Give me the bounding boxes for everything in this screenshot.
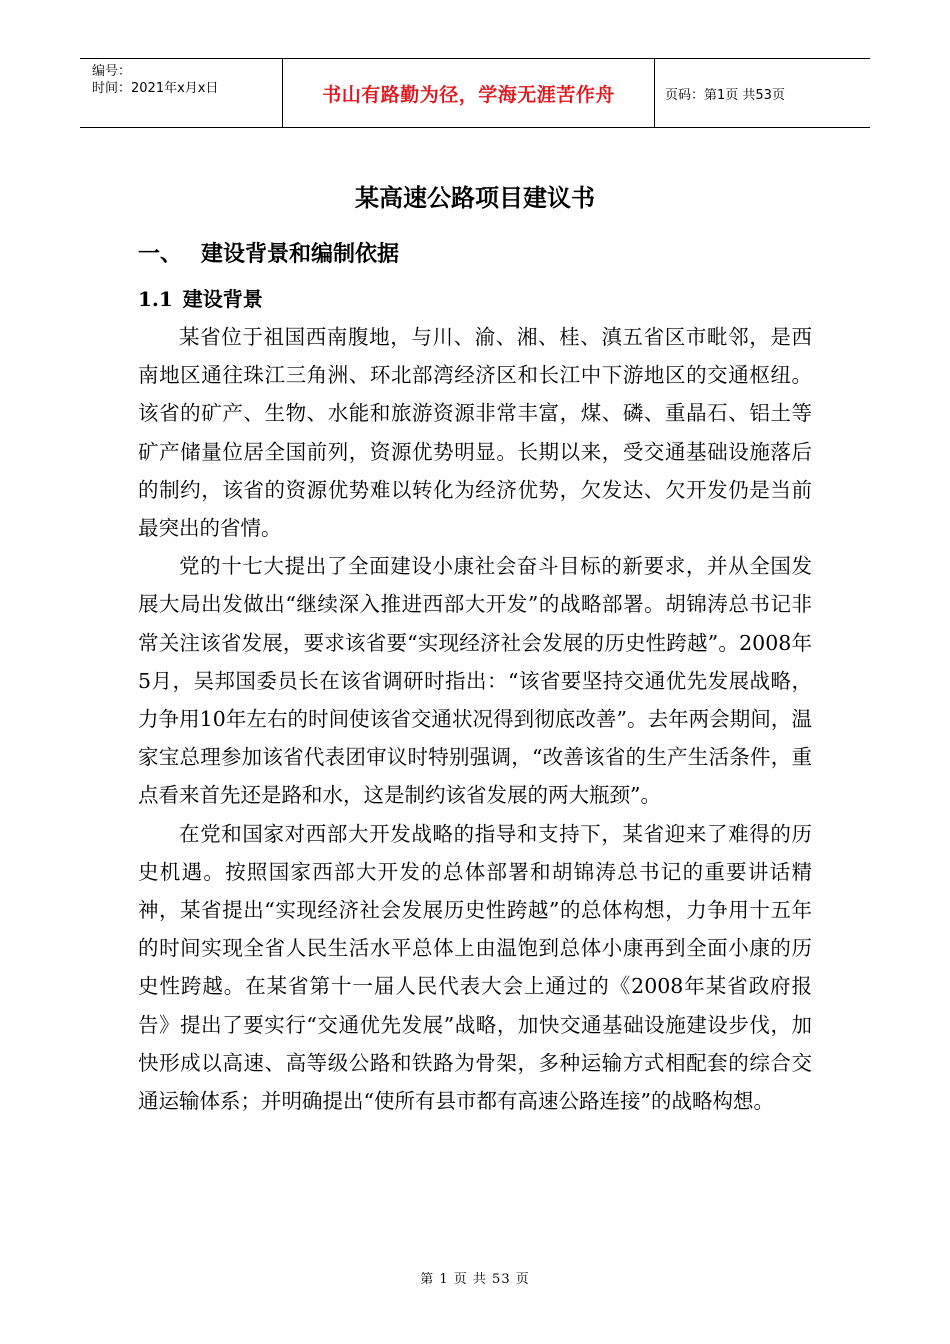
header-motto: 书山有路勤为径，学海无涯苦作舟 [282,59,655,127]
subsection-number: 1.1 [138,287,173,311]
paragraph: 党的十七大提出了全面建设小康社会奋斗目标的新要求，并从全国发展大局出发做出“继续深入推进西部大开发”的战略部署。胡锦涛总书记非常关注该省发展，要求该省要“实现经济社会发展的历史性跨越”。2008年5月，吴邦国委员长在该省调研时指出：“该省要坚持交通优先发展战略，力争用10年左右的时间使该省交通状况得到彻底改善”。去年两会期间，温家宝总理参加该省代表团审议时特别强调，“改善该省的生产生活条件，重点看来首先还是路和水，这是制约该省发展的两大瓶颈”。 [138,554,812,808]
page-footer: 第 1 页 共 53 页 [420,1272,530,1287]
time-label: 时间：2021年x月x日 [92,81,219,96]
number-label: 编号： [92,64,132,79]
subsection-title: 建设背景 [182,287,263,311]
paragraph: 在党和国家对西部大开发战略的指导和支持下，某省迎来了难得的历史机遇。按照国家西部大开发的总体部署和胡锦涛总书记的重要讲话精神，某省提出“实现经济社会发展历史性跨越”的总体构想，力争用十五年的时间实现全省人民生活水平总体上由温饱到总体小康再到全面小康的历史性跨越。在某省第十一届人民代表大会上通过的《2008年某省政府报告》提出了要实行“交通优先发展”战略，加快交通基础设施建设步伐，加快形成以高速、高等级公路和铁路为骨架，多种运输方式相配套的综合交通运输体系；并明确提出“使所有县市都有高速公路连接”的战略构想。 [138,821,812,1114]
section-number: 一、 [138,242,183,267]
subsection-heading-1-1 [138,283,263,312]
header-table [80,58,870,128]
paragraph: 某省位于祖国西南腹地，与川、渝、湘、桂、滇五省区市毗邻，是西南地区通往珠江三角洲、环北部湾经济区和长江中下游地区的交通枢纽。该省的矿产、生物、水能和旅游资源非常丰富，煤、磷、重晶石、铝土等矿产储量位居全国前列，资源优势明显。长期以来，受交通基础设施落后的制约，该省的资源优势难以转化为经济优势，欠发达、欠开发仍是当前最突出的省情。 [138,325,812,541]
document-title: 某高速公路项目建议书 [355,184,595,212]
header-meta [80,59,282,127]
body-text [138,318,812,1120]
section-heading-1 [138,237,399,268]
section-title: 建设背景和编制依据 [201,242,400,267]
header-page-info: 页码：第1页 共53页 [665,87,785,103]
